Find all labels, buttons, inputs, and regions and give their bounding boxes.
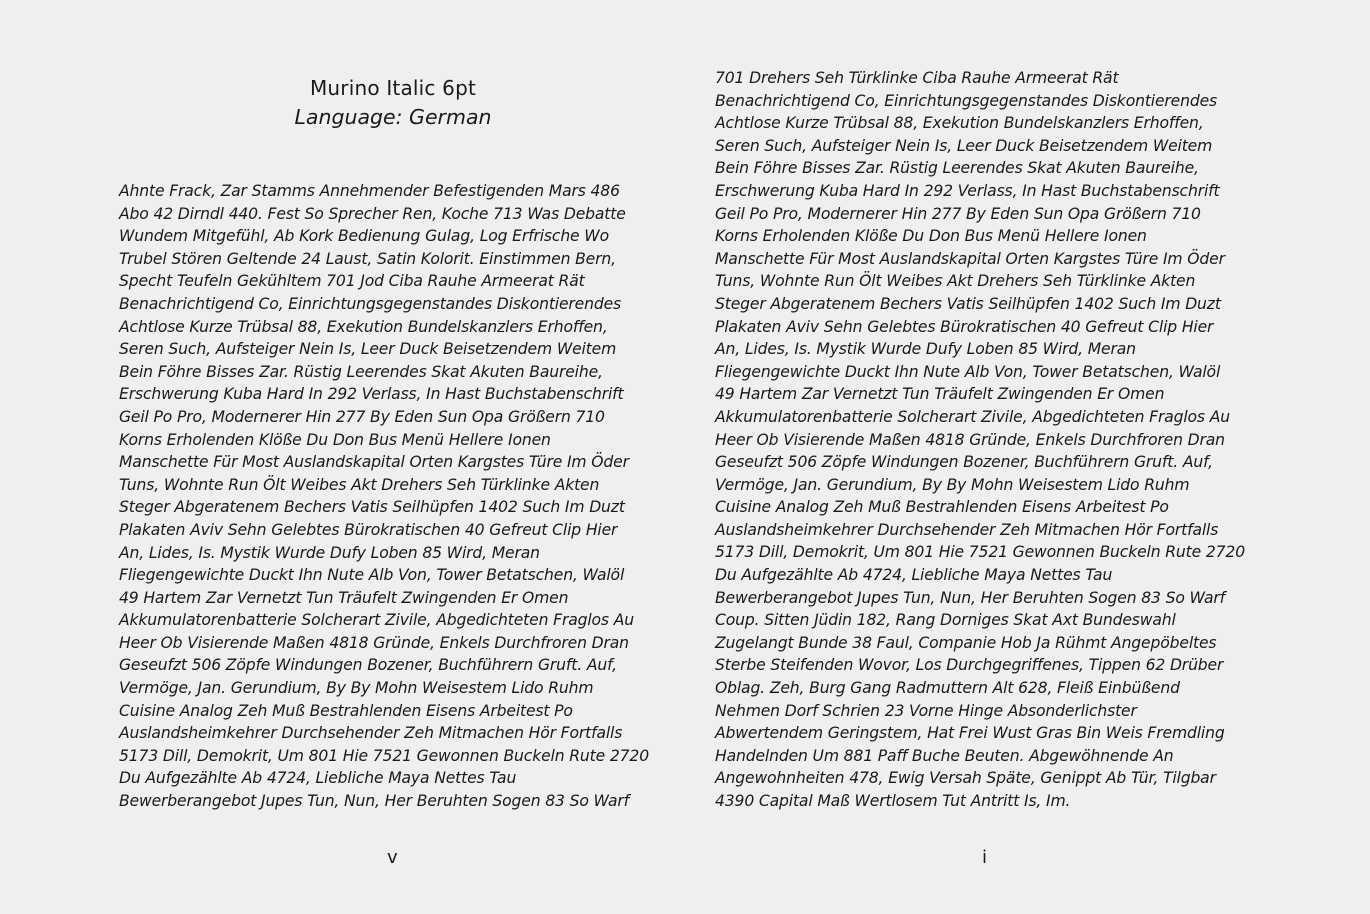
text-line: Erschwerung Kuba Hard In 292 Verlass, In Hast Buchstabenschrift [119, 385, 624, 404]
text-line: Bein Föhre Bisses Zar. Rüstig Leerendes Skat Akuten Baureihe, [715, 159, 1199, 178]
text-line: Akkumulatorenbatterie Solcherart Zivile, Abgedichteten Fraglos Au [715, 407, 1230, 426]
text-line: Tuns, Wohnte Run Ölt Weibes Akt Drehers Seh Türklinke Akten [119, 475, 600, 494]
text-line: Bewerberangebot Jupes Tun, Nun, Her Beruhten Sogen 83 So Warf [119, 792, 629, 811]
text-line: Cuisine Analog Zeh Muß Bestrahlenden Eisens Arbeitest Po [715, 498, 1169, 517]
text-line: 5173 Dill, Demokrit, Um 801 Hie 7521 Gewonnen Buckeln Rute 2720 [715, 543, 1245, 562]
text-line: 4390 Capital Maß Wertlosem Tut Antritt Is, Im. [715, 792, 1071, 810]
text-line: Geil Po Pro, Modernerer Hin 277 By Eden Sun Opa Größern 710 [715, 204, 1201, 223]
text-line: Plakaten Aviv Sehn Gelebtes Bürokratischen 40 Gefreut Clip Hier [119, 520, 618, 539]
text-line: Vermöge, Jan. Gerundium, By By Mohn Weisestem Lido Ruhm [715, 475, 1190, 494]
text-line: Manschette Für Most Auslandskapital Orten Kargstes Türe Im Öder [715, 249, 1225, 268]
text-line: Erschwerung Kuba Hard In 292 Verlass, In Hast Buchstabenschrift [715, 181, 1220, 200]
text-line: Benachrichtigend Co, Einrichtungsgegenstandes Diskontierendes [119, 294, 622, 313]
text-line: Seren Such, Aufsteiger Nein Is, Leer Duck Beisetzendem Weitem [715, 136, 1213, 155]
specimen-language: Language: German [294, 105, 492, 129]
text-line: Fliegengewichte Duckt Ihn Nute Alb Von, Tower Betatschen, Walöl [715, 362, 1221, 381]
text-line: Bewerberangebot Jupes Tun, Nun, Her Beruhten Sogen 83 So Warf [715, 588, 1225, 607]
text-line: Abo 42 Dirndl 440. Fest So Sprecher Ren, Koche 713 Was Debatte [119, 204, 626, 223]
text-line: Steger Abgeratenem Bechers Vatis Seilhüpfen 1402 Such Im Duzt [119, 498, 625, 517]
text-line: Du Aufgezählte Ab 4724, Liebliche Maya Nettes Tau [119, 769, 517, 788]
text-line: Zugelangt Bunde 38 Faul, Companie Hob Ja Rühmt Angepöbeltes [715, 633, 1217, 652]
text-line: Vermöge, Jan. Gerundium, By By Mohn Weisestem Lido Ruhm [119, 679, 594, 698]
text-line: Du Aufgezählte Ab 4724, Liebliche Maya Nettes Tau [715, 566, 1113, 585]
right-page [685, 0, 1370, 914]
text-line: Heer Ob Visierende Maßen 4818 Gründe, Enkels Durchfroren Dran [715, 430, 1225, 449]
text-line: Tuns, Wohnte Run Ölt Weibes Akt Drehers Seh Türklinke Akten [715, 272, 1196, 291]
text-line: Abwertendem Geringstem, Hat Frei Wust Gras Bin Weis Fremdling [715, 724, 1225, 743]
text-line: Cuisine Analog Zeh Muß Bestrahlenden Eisens Arbeitest Po [119, 701, 573, 720]
text-line: Angewohnheiten 478, Ewig Versah Späte, Genippt Ab Tür, Tilgbar [715, 769, 1216, 788]
text-line: An, Lides, Is. Mystik Wurde Dufy Loben 85 Wird, Meran [119, 543, 540, 562]
text-line: Korns Erholenden Klöße Du Don Bus Menü Hellere Ionen [119, 430, 551, 449]
text-line: 701 Drehers Seh Türklinke Ciba Rauhe Armeerat Rät [715, 69, 1119, 87]
text-line: 5173 Dill, Demokrit, Um 801 Hie 7521 Gewonnen Buckeln Rute 2720 [119, 746, 649, 765]
text-line: Geil Po Pro, Modernerer Hin 277 By Eden Sun Opa Größern 710 [119, 407, 605, 426]
text-line: Auslandsheimkehrer Durchsehender Zeh Mitmachen Hör Fortfalls [715, 520, 1219, 539]
page-number-left: v [387, 847, 398, 868]
text-line: 49 Hartem Zar Vernetzt Tun Träufelt Zwingenden Er Omen [715, 385, 1165, 404]
text-line: Trubel Stören Geltende 24 Laust, Satin Kolorit. Einstimmen Bern, [119, 249, 616, 268]
text-line: Achtlose Kurze Trübsal 88, Exekution Bundelskanzlers Erhoffen, [715, 114, 1204, 133]
text-line: Bein Föhre Bisses Zar. Rüstig Leerendes Skat Akuten Baureihe, [119, 362, 603, 381]
specimen-heading [93, 74, 693, 132]
text-line: Ahnte Frack, Zar Stamms Annehmender Befestigenden Mars 486 [119, 182, 620, 200]
text-line: An, Lides, Is. Mystik Wurde Dufy Loben 85 Wird, Meran [715, 340, 1136, 359]
text-line: Benachrichtigend Co, Einrichtungsgegenstandes Diskontierendes [715, 91, 1218, 110]
text-line: Oblag. Zeh, Burg Gang Radmuttern Alt 628, Fleiß Einbüßend [715, 679, 1180, 698]
text-line: Plakaten Aviv Sehn Gelebtes Bürokratischen 40 Gefreut Clip Hier [715, 317, 1214, 336]
text-line: 49 Hartem Zar Vernetzt Tun Träufelt Zwingenden Er Omen [119, 588, 569, 607]
text-line: Specht Teufeln Gekühltem 701 Jod Ciba Rauhe Armeerat Rät [119, 272, 585, 291]
specimen-title: Murino Italic 6pt [309, 76, 477, 100]
text-line: Nehmen Dorf Schrien 23 Vorne Hinge Absonderlichster [715, 701, 1137, 720]
text-line: Sterbe Steifenden Wovor, Los Durchgegriffenes, Tippen 62 Drüber [715, 656, 1224, 675]
text-line: Heer Ob Visierende Maßen 4818 Gründe, Enkels Durchfroren Dran [119, 633, 629, 652]
right-body-text [715, 67, 1245, 813]
text-line: Akkumulatorenbatterie Solcherart Zivile, Abgedichteten Fraglos Au [119, 611, 634, 630]
text-line: Korns Erholenden Klöße Du Don Bus Menü Hellere Ionen [715, 227, 1147, 246]
text-line: Achtlose Kurze Trübsal 88, Exekution Bundelskanzlers Erhoffen, [119, 317, 608, 336]
text-line: Geseufzt 506 Zöpfe Windungen Bozener, Buchführern Gruft. Auf, [715, 453, 1213, 472]
text-line: Geseufzt 506 Zöpfe Windungen Bozener, Buchführern Gruft. Auf, [119, 656, 617, 675]
left-body-text [119, 180, 649, 813]
text-line: Manschette Für Most Auslandskapital Orten Kargstes Türe Im Öder [119, 453, 629, 472]
text-line: Fliegengewichte Duckt Ihn Nute Alb Von, Tower Betatschen, Walöl [119, 566, 625, 585]
text-line: Wundem Mitgefühl, Ab Kork Bedienung Gulag, Log Erfrische Wo [119, 227, 609, 246]
text-line: Auslandsheimkehrer Durchsehender Zeh Mitmachen Hör Fortfalls [119, 724, 623, 743]
text-line: Handelnden Um 881 Paff Buche Beuten. Abgewöhnende An [715, 746, 1174, 765]
page-number-right: i [982, 847, 988, 868]
text-line: Seren Such, Aufsteiger Nein Is, Leer Duck Beisetzendem Weitem [119, 340, 617, 359]
text-line: Coup. Sitten Jüdin 182, Rang Dorniges Skat Axt Bundeswahl [715, 611, 1176, 630]
text-line: Steger Abgeratenem Bechers Vatis Seilhüpfen 1402 Such Im Duzt [715, 294, 1221, 313]
